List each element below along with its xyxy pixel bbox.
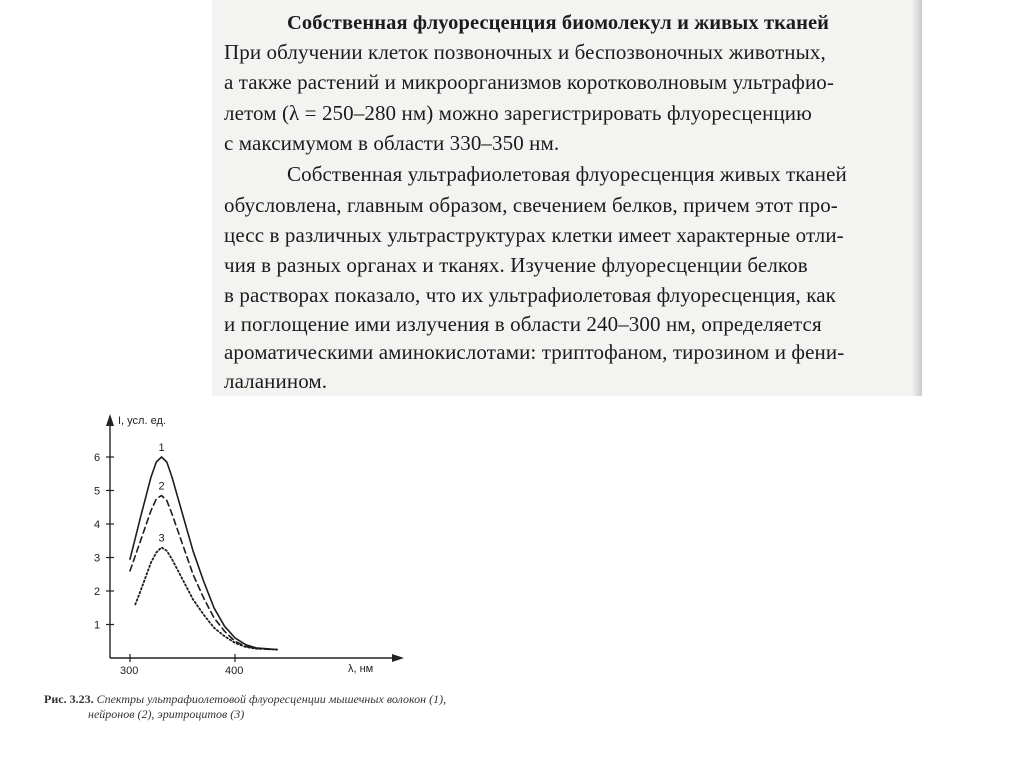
y-axis-arrow bbox=[106, 414, 114, 426]
figure-caption bbox=[44, 692, 454, 722]
y-tick-label: 6 bbox=[94, 452, 101, 464]
series-label-1: 1 bbox=[158, 442, 165, 454]
y-tick-label: 5 bbox=[94, 485, 101, 498]
y-axis-label: I, усл. ед. bbox=[118, 415, 166, 427]
paragraph-2-line: ароматическими аминокислотами: триптофаном, тирозином и фени- bbox=[224, 340, 845, 364]
paragraph-2-line: чия в разных органах и тканях. Изучение флуоресценции белков bbox=[224, 253, 808, 277]
paragraph-1-line: с максимумом в области 330–350 нм. bbox=[224, 131, 560, 155]
paragraph-2-line: Собственная ультрафиолетовая флуоресценция живых тканей bbox=[287, 162, 847, 186]
y-tick-label: 4 bbox=[94, 519, 101, 531]
paragraph-2-line: в растворах показало, что их ультрафиолетовая флуоресценция, как bbox=[224, 283, 836, 307]
fluorescence-chart bbox=[30, 400, 456, 690]
y-tick-label: 2 bbox=[94, 586, 101, 598]
series-line-3 bbox=[135, 547, 277, 649]
series-line-1 bbox=[130, 457, 277, 650]
caption-label: Рис. 3.23. bbox=[44, 692, 94, 706]
paragraph-2-line: и поглощение ими излучения в области 240–300 нм, определяется bbox=[224, 312, 822, 336]
y-tick-label: 1 bbox=[94, 619, 101, 632]
paragraph-1-line: летом (λ = 250–280 нм) можно зарегистрировать флуоресценцию bbox=[224, 101, 812, 125]
paragraph-2-line: обусловлена, главным образом, свечением белков, причем этот про- bbox=[224, 193, 838, 217]
caption-text-line1: Спектры ультрафиолетовой флуоресценции мышечных волокон (1), bbox=[96, 692, 447, 706]
figure-3-23 bbox=[30, 400, 456, 740]
x-axis-label: λ, нм bbox=[348, 663, 374, 675]
y-tick-label: 3 bbox=[94, 552, 101, 565]
series-line-2 bbox=[130, 496, 277, 650]
caption-text-line2: нейронов (2), эритроцитов (3) bbox=[88, 707, 245, 721]
paragraph-1-line: При облучении клеток позвоночных и беспозвоночных животных, bbox=[224, 40, 826, 64]
x-axis-arrow bbox=[392, 654, 404, 662]
section-heading: Собственная флуоресценция биомолекул и живых тканей bbox=[287, 12, 830, 34]
paragraph-2-line: цесс в различных ультраструктурах клетки имеет характерные отли- bbox=[224, 223, 844, 247]
series-label-2: 2 bbox=[158, 480, 165, 493]
x-tick-label: 400 bbox=[225, 665, 244, 677]
series-label-3: 3 bbox=[158, 532, 165, 545]
x-tick-label: 300 bbox=[120, 665, 139, 677]
paragraph-2-line: лаланином. bbox=[224, 369, 328, 393]
scanned-text-block bbox=[212, 0, 922, 396]
scan-page-edge bbox=[912, 0, 922, 396]
paragraph-1-line: а также растений и микроорганизмов коротковолновым ультрафио- bbox=[224, 70, 834, 94]
